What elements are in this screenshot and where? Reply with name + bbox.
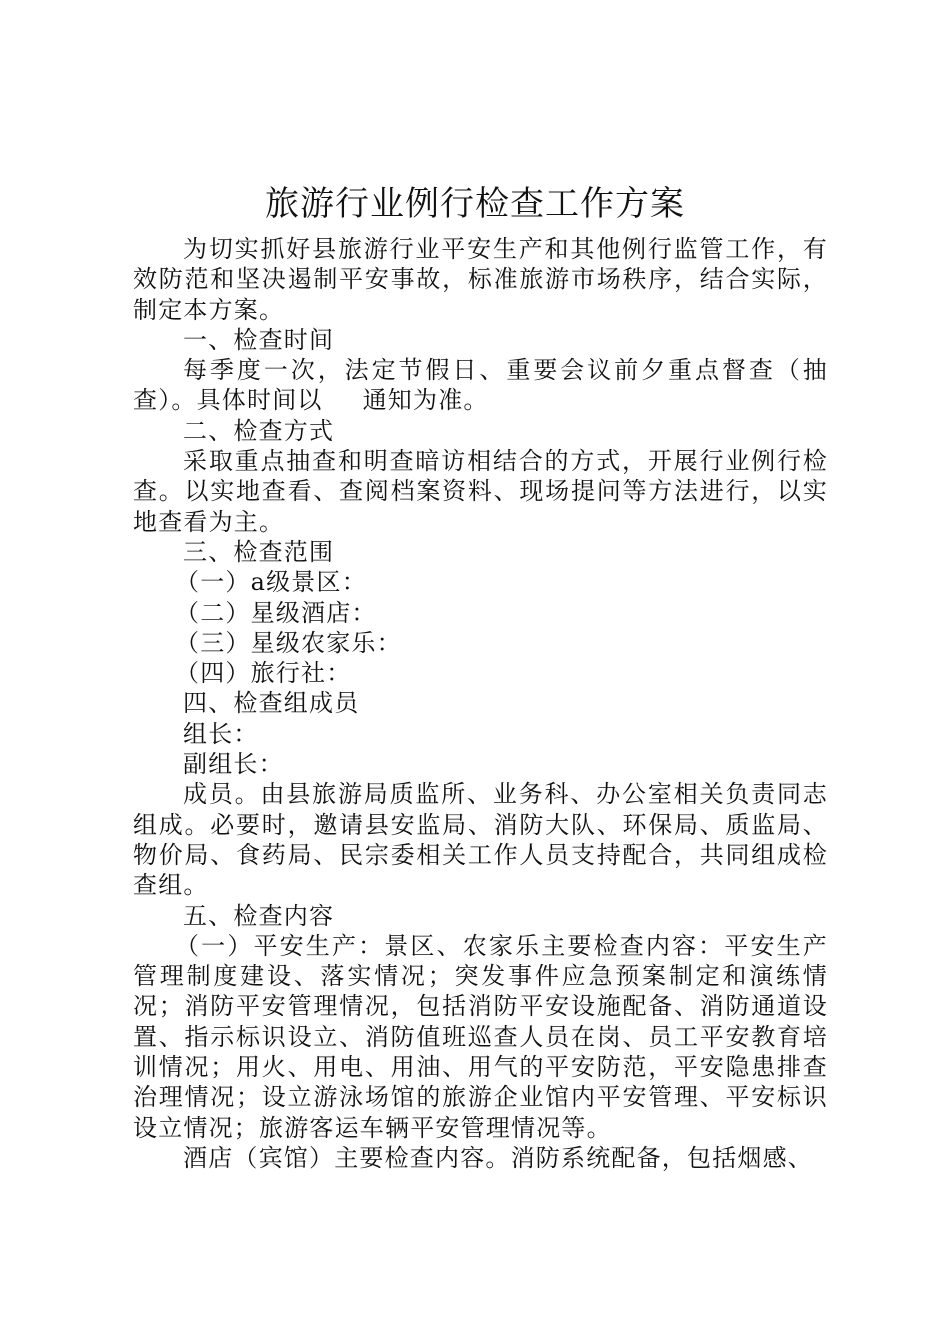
section-1-text-after: 通知为准。 (362, 386, 489, 415)
deputy-leader-line: 副组长： (183, 750, 284, 779)
scope-item: （一）a级景区： (175, 568, 367, 597)
section-1-paragraph (133, 355, 828, 416)
section-1-text-before: 每季度一次，法定节假日、重要会议前夕重点督查（抽查）。具体时间以 (133, 356, 828, 415)
intro-paragraph: 为切实抓好县旅游行业平安生产和其他例行监管工作，有效防范和坚决遏制平安事故，标准旅游市场秩序，结合实际，制定本方案。 (133, 235, 828, 324)
scope-item: （三）星级农家乐： (175, 628, 402, 657)
section-1-heading: 一、检查时间 (183, 325, 335, 354)
section-3-heading: 三、检查范围 (183, 537, 335, 566)
document-body (133, 234, 828, 1173)
scope-item: （二）星级酒店： (175, 598, 377, 627)
scope-item: （四）旅行社： (175, 659, 352, 688)
section-5-heading: 五、检查内容 (183, 901, 335, 930)
members-paragraph: 成员。由县旅游局质监所、业务科、办公室相关负责同志组成。必要时，邀请县安监局、消防大队、环保局、质监局、物价局、食药局、民宗委相关工作人员支持配合，共同组成检查组。 (133, 780, 828, 900)
document-title: 旅游行业例行检查工作方案 (265, 184, 685, 224)
section-2-heading: 二、检查方式 (183, 416, 335, 445)
safety-content-paragraph: （一）平安生产：景区、农家乐主要检查内容：平安生产管理制度建设、落实情况；突发事件应急预案制定和演练情况；消防平安管理情况，包括消防平安设施配备、消防通道设置、指示标识设立、消防值班巡查人员在岗、员工平安教育培训情况；用火、用电、用油、用气的平安防范，平安隐患排查治理情况；设立游泳场馆的旅游企业馆内平安管理、平安标识设立情况；旅游客运车辆平安管理情况等。 (133, 931, 828, 1142)
section-2-paragraph: 采取重点抽查和明查暗访相结合的方式，开展行业例行检查。以实地查看、查阅档案资料、现场提问等方法进行，以实地查看为主。 (133, 447, 828, 536)
section-4-heading: 四、检查组成员 (183, 689, 360, 718)
leader-line: 组长： (183, 719, 259, 748)
hotel-content-paragraph: 酒店（宾馆）主要检查内容。消防系统配备，包括烟感、 (183, 1143, 813, 1172)
